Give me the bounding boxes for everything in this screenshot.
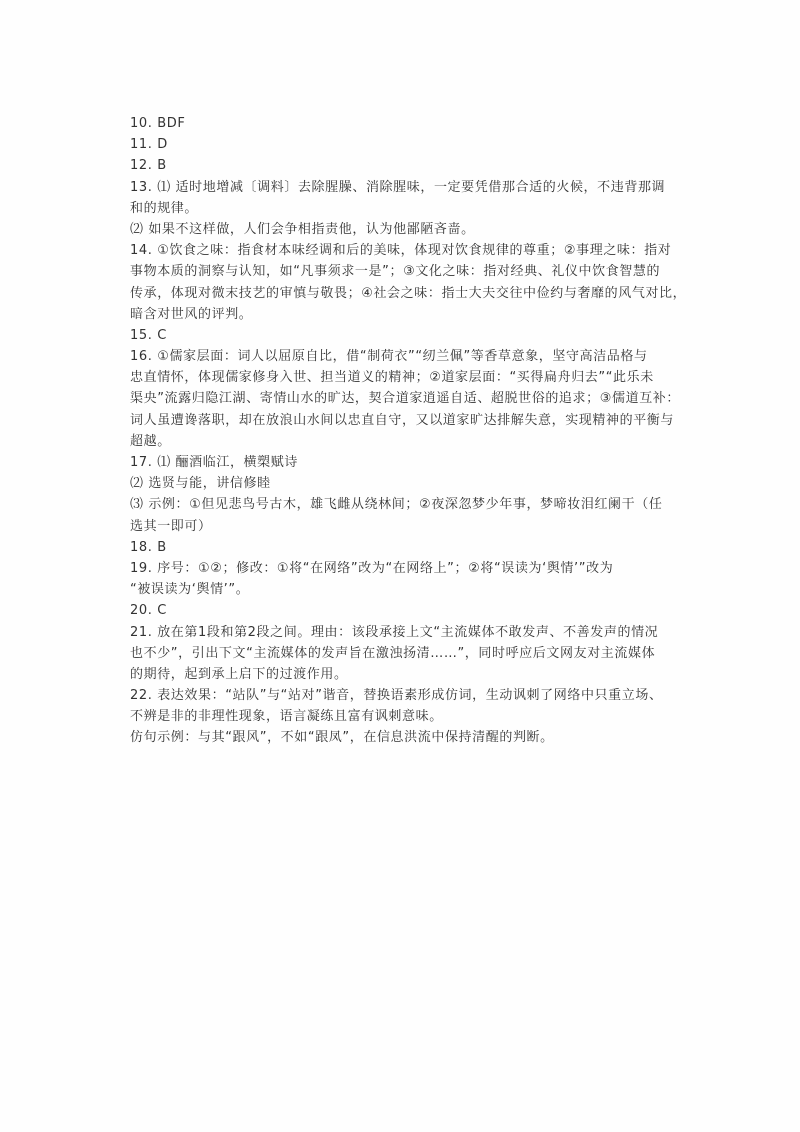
answer-line: 渠央”流露归隐江湖、寄情山水的旷达，契合道家逍遥自适、超脱世俗的追求；③儒道互补： bbox=[130, 391, 680, 407]
answer-line: 17. ⑴ 酾酒临江，横槊赋诗 bbox=[130, 455, 298, 470]
answer-line: 超越。 bbox=[130, 433, 171, 449]
answer-line: 暗含对世风的评判。 bbox=[130, 306, 253, 322]
answer-line: 选其一即可） bbox=[130, 518, 212, 534]
answer-line: 20. C bbox=[130, 603, 167, 619]
answer-line: ⑵ 如果不这样做，人们会争相指责他，认为他鄙陋吝啬。 bbox=[130, 221, 475, 237]
answer-line: 15. C bbox=[130, 327, 167, 343]
answer-line: 19. 序号：①②；修改：①将“在网络”改为“在网络上”；②将“误读为‘舆情’”改为 bbox=[130, 560, 614, 576]
answer-line: 传承，体现对微末技艺的审慎与敬畏；④社会之味：指士大夫交往中俭约与奢靡的风气对比， bbox=[130, 285, 687, 301]
answer-line: 不辨是非的非理性现象，语言凝练且富有讽刺意味。 bbox=[130, 709, 443, 725]
answer-line: 事物本质的洞察与认知，如“凡事须求一是”；③文化之味：指对经典、礼仪中饮食智慧的 bbox=[130, 264, 661, 280]
answer-line: 的期待，起到承上启下的过渡作用。 bbox=[130, 666, 348, 682]
answer-line: 和的规律。 bbox=[130, 200, 199, 216]
answer-line: 18. B bbox=[130, 539, 167, 555]
answer-text-block bbox=[130, 113, 687, 749]
answer-line: 也不少”，引出下文“主流媒体的发声旨在激浊扬清……”，同时呼应后文网友对主流媒体 bbox=[130, 645, 656, 661]
answer-line: 词人虽遭谗落职，却在放浪山水间以忠直自守，又以道家旷达排解失意，实现精神的平衡与 bbox=[130, 412, 675, 428]
answer-line: 仿句示例：与其“跟风”，不如“跟凤”，在信息洪流中保持清醒的判断。 bbox=[130, 730, 554, 746]
answer-line: 16. ①儒家层面：词人以屈原自比，借“制荷衣”“纫兰佩”等香草意象，坚守高洁品格与 bbox=[130, 349, 648, 365]
answer-line: 13. ⑴ 适时地增减〔调料〕去除腥臊、消除腥味，一定要凭借那合适的火候，不违背那调 bbox=[130, 179, 666, 195]
answer-line: ⑵ 选贤与能，讲信修睦 bbox=[130, 476, 271, 492]
answer-line: 11. D bbox=[130, 137, 168, 153]
answer-line: 21. 放在第1段和第2段之间。理由：该段承接上文“主流媒体不敢发声、不善发声的情况 bbox=[130, 624, 659, 640]
answer-line: 10. BDF bbox=[130, 116, 186, 131]
answer-line: “被误读为‘舆情’”。 bbox=[130, 582, 250, 598]
answer-line: 12. B bbox=[130, 158, 167, 174]
answer-line: 忠直情怀，体现儒家修身入世、担当道义的精神；②道家层面：“买得扁舟归去”“此乐未 bbox=[130, 370, 654, 386]
answer-line: 14. ①饮食之味：指食材本味经调和后的美味，体现对饮食规律的尊重；②事理之味：指对 bbox=[130, 243, 672, 259]
answer-line: ⑶ 示例：①但见悲鸟号古木，雄飞雌从绕林间；②夜深忽梦少年事，梦啼妆泪红阑干（任 bbox=[130, 497, 663, 513]
answer-line: 22. 表达效果：“站队”与“站对”谐音，替换语素形成仿词，生动讽刺了网络中只重立场、 bbox=[130, 688, 663, 704]
